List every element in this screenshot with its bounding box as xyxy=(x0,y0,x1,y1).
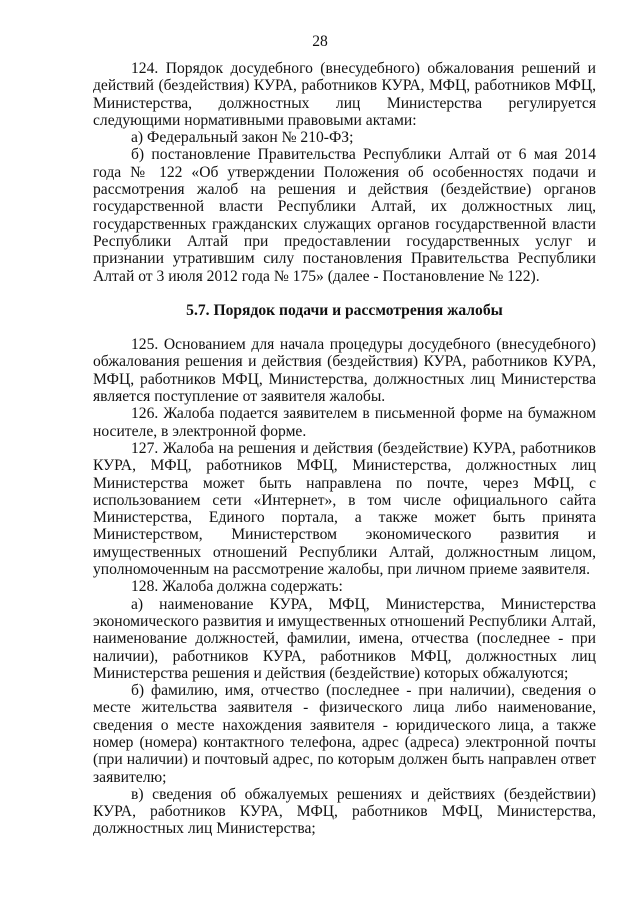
paragraph-126: 126. Жалоба подается заявителем в письменной форме на бумажном носителе, в электронной форме. xyxy=(93,405,596,440)
document-body xyxy=(93,60,596,838)
paragraph-124: 124. Порядок досудебного (внесудебного) обжалования решений и действий (бездействия) КУРА, работников КУРА, МФЦ, работников МФЦ, Министерства, должностных лиц Министерства регулируется следующими нормативными правовыми актами: xyxy=(93,60,596,129)
list-item-a-contents: а) наименование КУРА, МФЦ, Министерства, Министерства экономического развития и имущественных отношений Республики Алтай, наименование должностей, фамилии, имена, отчества (последнее - при наличии), работников КУРА, работников МФЦ, должностных лиц Министерства решения и действия (бездействие) которых обжалуются; xyxy=(93,595,596,682)
list-item-b-resolution: б) постановление Правительства Республики Алтай от 6 мая 2014 года № 122 «Об утверждении Положения об особенностях подачи и рассмотрения жалоб на решения и действия (бездействие) органов государственной власти Республики Алтай, их должностных лиц, государственных гражданских служащих органов государственной власти Республики Алтай при предоставлении государственных услуг и признании утратившим силу постановления Правительства Республики Алтай от 3 июля 2012 года № 175» (далее - Постановление № 122). xyxy=(93,146,596,285)
paragraph-125: 125. Основанием для начала процедуры досудебного (внесудебного) обжалования решения и действия (бездействия) КУРА, работников КУРА, МФЦ, работников МФЦ, Министерства, должностных лиц Министерства является поступление от заявителя жалобы. xyxy=(93,336,596,406)
page-number: 28 xyxy=(312,33,328,50)
paragraph-127: 127. Жалоба на решения и действия (бездействие) КУРА, работников КУРА, МФЦ, работников МФЦ, Министерства, должностных лиц Министерства может быть направлена по почте, через МФЦ, с использованием сети «Интернет», в том числе официального сайта Министерства, Единого портала, а также может быть принята Министерством, Министерством экономического развития и имущественных отношений Республики Алтай, должностным лицом, уполномоченным на рассмотрение жалобы, при личном приеме заявителя. xyxy=(93,439,596,579)
paragraph-128: 128. Жалоба должна содержать: xyxy=(131,578,343,596)
list-item-a-federal-law: а) Федеральный закон № 210-ФЗ; xyxy=(131,129,354,147)
list-item-b-contents: б) фамилию, имя, отчество (последнее - при наличии), сведения о месте жительства заявителя - физического лица либо наименование, сведения о месте нахождения заявителя - юридического лица, а также номер (номера) контактного телефона, адрес (адреса) электронной почты (при наличии) и почтовый адрес, по которым должен быть направлен ответ заявителю; xyxy=(93,682,596,786)
section-heading: 5.7. Порядок подачи и рассмотрения жалобы xyxy=(186,301,503,319)
list-item-v-contents: в) сведения об обжалуемых решениях и действиях (бездействии) КУРА, работников КУРА, МФЦ, работников МФЦ, Министерства, должностных лиц Министерства; xyxy=(93,785,596,838)
